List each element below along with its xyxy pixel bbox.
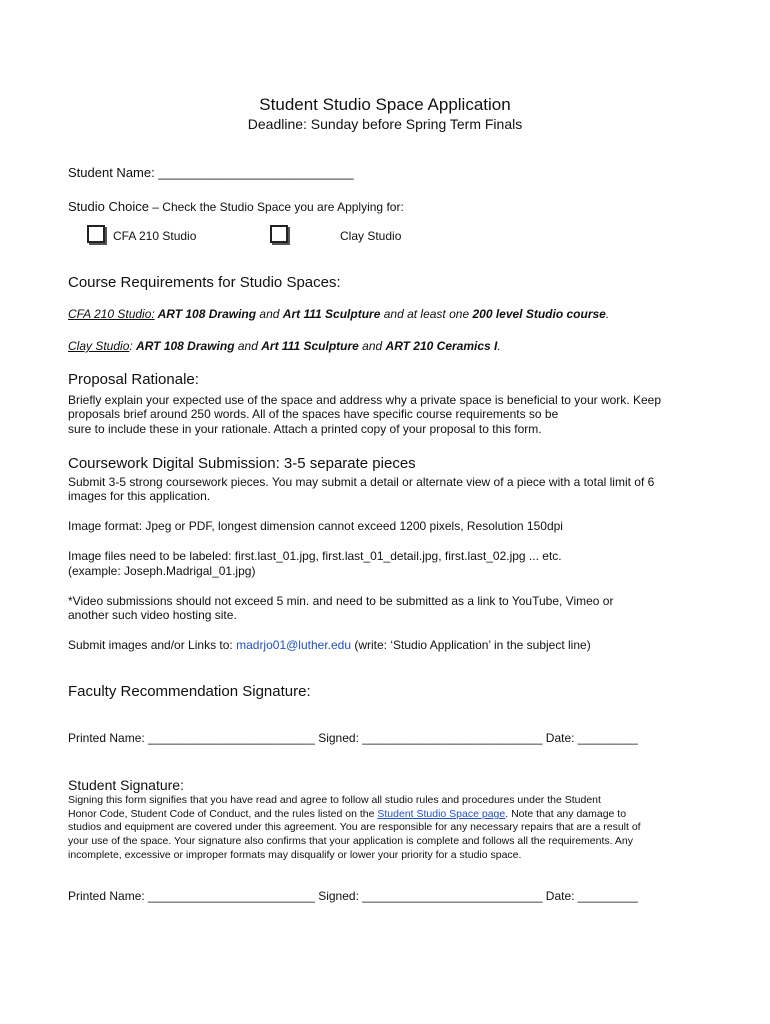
cfa-studio-option-label: CFA 210 Studio [113, 229, 197, 243]
cfa-text-2: and at least one [380, 307, 473, 321]
proposal-line-3: sure to include these in your rationale. Attach a printed copy of your proposal to this form. [68, 422, 542, 436]
cfa-requirements [68, 307, 609, 321]
studio-choice-instruction: – Check the Studio Space you are Applying for: [148, 200, 404, 214]
clay-course-2: Art 111 Sculpture [261, 339, 359, 353]
student-name-field[interactable]: Student Name: ___________________________ [68, 165, 354, 180]
clay-colon: : [129, 339, 137, 353]
student-sig-line-4: your use of the space. Your signature also confirms that your application is complete and follows all the requirements. Any [68, 835, 633, 847]
cfa-studio-checkbox[interactable] [87, 225, 105, 243]
clay-end: . [497, 339, 501, 353]
clay-text-2: and [358, 339, 386, 353]
faculty-heading: Faculty Recommendation Signature: [68, 683, 311, 700]
submit-suffix: (write: ‘Studio Application’ in the subject line) [351, 638, 591, 652]
clay-studio-option-label: Clay Studio [340, 229, 402, 243]
faculty-signature-line[interactable]: Printed Name: _________________________ Signed: ___________________________ Date: _________ [68, 731, 638, 745]
studio-space-page-link[interactable]: Student Studio Space page [377, 808, 506, 820]
submit-prefix: Submit images and/or Links to: [68, 638, 237, 652]
form-title: Student Studio Space Application [259, 95, 511, 114]
studio-choice-label: Studio Choice [68, 199, 149, 214]
student-sig-line-2-post: . Note that any damage to [505, 808, 627, 820]
cfa-course-3: 200 level Studio course [472, 307, 606, 321]
clay-course-3: ART 210 Ceramics I [385, 339, 498, 353]
student-sig-line-1: Signing this form signifies that you have read and agree to follow all studio rules and procedures under the Student [68, 794, 601, 806]
student-signature-heading: Student Signature: [68, 777, 184, 793]
student-sig-line-2-pre: Honor Code, Student Code of Conduct, and the rules listed on the [68, 808, 378, 820]
video-note-line-2: another such video hosting site. [68, 608, 237, 622]
email-link[interactable]: madrjo01@luther.edu [236, 638, 352, 652]
coursework-p1-line-2: images for this application. [68, 489, 211, 503]
deadline-subtitle: Deadline: Sunday before Spring Term Finals [247, 116, 523, 132]
student-signature-line[interactable]: Printed Name: _________________________ Signed: ___________________________ Date: _________ [68, 889, 638, 903]
student-sig-line-5: incomplete, excessive or improper formats may disqualify or lower your priority for a studio space. [68, 849, 522, 861]
submit-line [68, 638, 591, 652]
requirements-heading: Course Requirements for Studio Spaces: [68, 274, 341, 291]
cfa-end: . [605, 307, 610, 321]
cfa-course-1: ART 108 Drawing [154, 307, 257, 321]
student-sig-line-3: studios and equipment are covered under this agreement. You are responsible for any necessary repairs that are a result of [68, 821, 641, 833]
video-note-line-1: *Video submissions should not exceed 5 min. and need to be submitted as a link to YouTube, Vimeo or [68, 594, 614, 608]
file-label-line-2: (example: Joseph.Madrigal_01.jpg) [68, 564, 256, 578]
clay-requirements [68, 339, 501, 353]
image-format-text: Image format: Jpeg or PDF, longest dimension cannot exceed 1200 pixels, Resolution 150dpi [68, 519, 563, 533]
cfa-text-1: and [256, 307, 283, 321]
studio-choice-row [68, 198, 404, 216]
proposal-heading: Proposal Rationale: [68, 371, 199, 388]
clay-studio-checkbox[interactable] [270, 225, 288, 243]
clay-course-1: ART 108 Drawing [136, 339, 235, 353]
clay-text-1: and [234, 339, 262, 353]
coursework-heading: Coursework Digital Submission: 3-5 separate pieces [68, 455, 416, 472]
cfa-course-2: Art 111 Sculpture [282, 307, 381, 321]
coursework-p1-line-1: Submit 3-5 strong coursework pieces. You may submit a detail or alternate view of a piece with a total limit of 6 [68, 475, 655, 489]
cfa-studio-name: CFA 210 Studio: [68, 307, 155, 321]
student-sig-line-2 [68, 808, 626, 820]
clay-studio-name: Clay Studio [68, 339, 130, 353]
file-label-line-1: Image files need to be labeled: first.last_01.jpg, first.last_01_detail.jpg, first.last_02.jpg ... etc. [68, 549, 562, 563]
proposal-line-2: proposals brief around 250 words. All of the spaces have specific course requirements so be [68, 407, 559, 421]
proposal-line-1: Briefly explain your expected use of the space and address why a private space is beneficial to your work. Keep [68, 393, 661, 407]
